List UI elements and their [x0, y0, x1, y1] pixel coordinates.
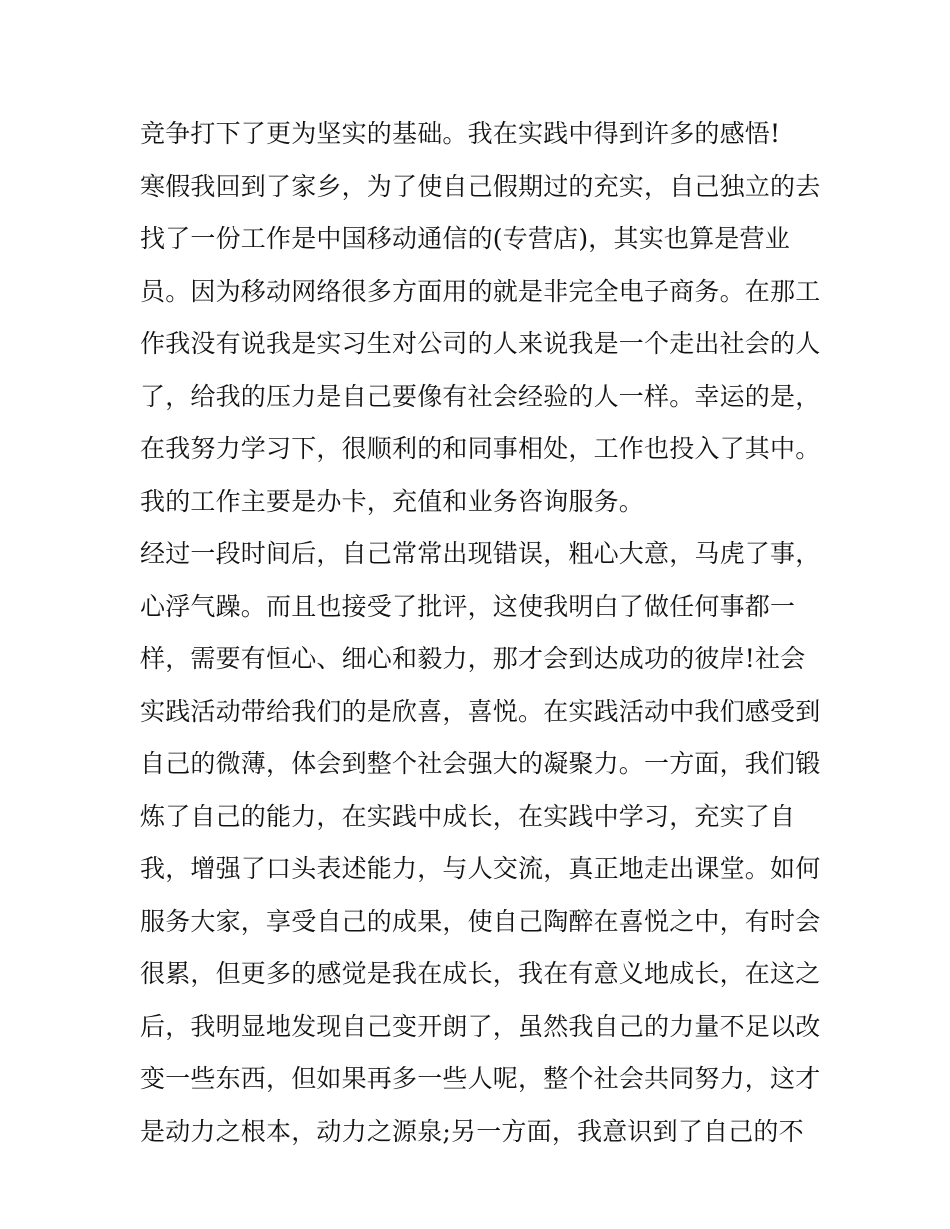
text-line: 实践活动带给我们的是欣喜，喜悦。在实践活动中我们感受到	[140, 696, 821, 726]
text-line: 心浮气躁。而且也接受了批评，这使我明白了做任何事都一	[140, 591, 796, 621]
text-line: 我，增强了口头表述能力，与人交流，真正地走出课堂。如何	[140, 854, 821, 883]
text-line: 了，给我的压力是自己要像有社会经验的人一样。幸运的是，	[140, 381, 821, 411]
text-line: 后，我明显地发现自己变开朗了，虽然我自己的力量不足以改	[140, 1011, 821, 1041]
text-line: 寒假我回到了家乡，为了使自己假期过的充实，自己独立的去	[140, 171, 821, 201]
text-line: 服务大家，享受自己的成果，使自己陶醉在喜悦之中，有时会	[140, 906, 821, 936]
text-line: 在我努力学习下，很顺利的和同事相处，工作也投入了其中。	[140, 434, 821, 463]
body-text	[140, 108, 820, 1158]
text-line: 自己的微薄，体会到整个社会强大的凝聚力。一方面，我们锻	[140, 749, 821, 778]
text-line: 作我没有说我是实习生对公司的人来说我是一个走出社会的人	[140, 329, 821, 358]
text-line: 找了一份工作是中国移动通信的(专营店)，其实也算是营业	[140, 224, 790, 253]
text-line: 很累，但更多的感觉是我在成长，我在有意义地成长，在这之	[140, 959, 821, 988]
text-line: 我的工作主要是办卡，充值和业务咨询服务。	[140, 486, 645, 516]
text-line: 是动力之根本，动力之源泉;另一方面，我意识到了自己的不	[140, 1116, 804, 1146]
text-line: 员。因为移动网络很多方面用的就是非完全电子商务。在那工	[140, 276, 821, 306]
text-line: 样，需要有恒心、细心和毅力，那才会到达成功的彼岸!社会	[140, 644, 806, 673]
text-line: 经过一段时间后，自己常常出现错误，粗心大意，马虎了事，	[140, 539, 821, 568]
text-line: 竞争打下了更为坚实的基础。我在实践中得到许多的感悟!	[140, 119, 781, 148]
text-line: 变一些东西，但如果再多一些人呢，整个社会共同努力，这才	[140, 1064, 821, 1093]
text-line: 炼了自己的能力，在实践中成长，在实践中学习，充实了自	[140, 801, 796, 831]
